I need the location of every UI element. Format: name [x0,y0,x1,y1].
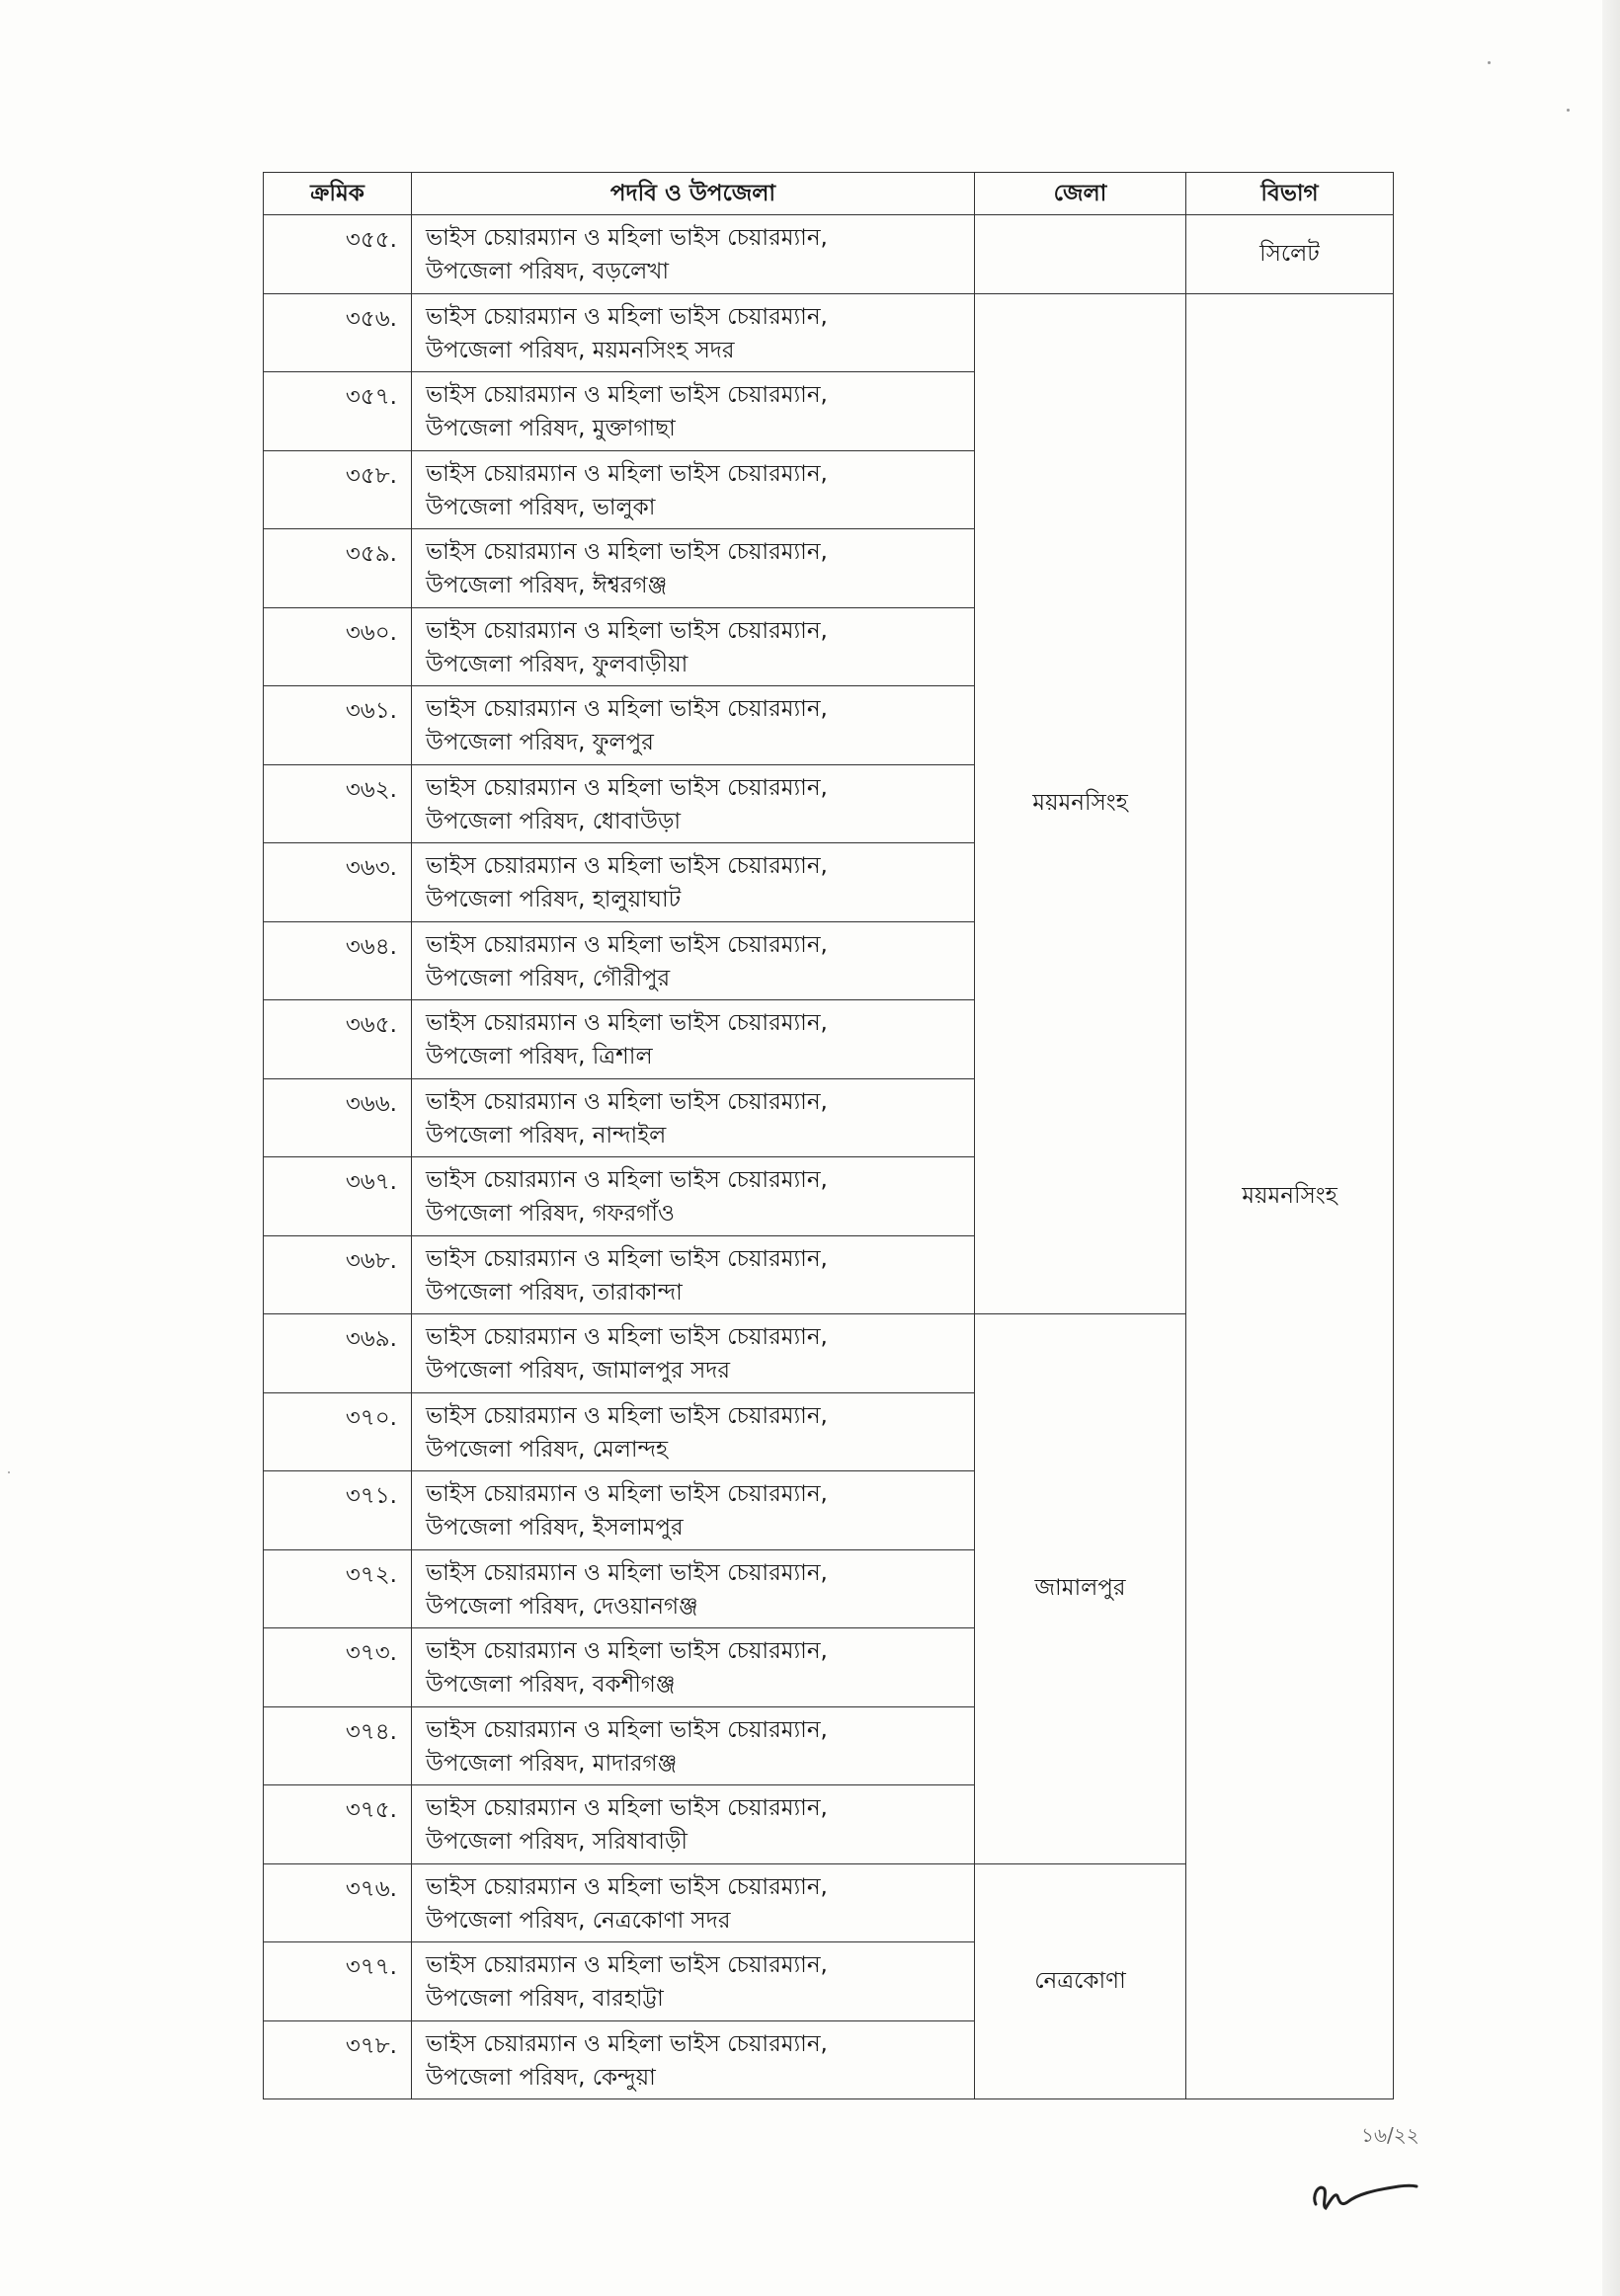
title-upazila-cell [412,1314,975,1393]
header-serial: ক্রমিক [264,173,412,215]
upazila-text: উপজেলা পরিষদ, কেন্দুয়া [426,2064,656,2091]
serial-cell: ৩৭৩. [264,1628,412,1707]
division-cell: সিলেট [1186,215,1394,294]
title-upazila-cell [412,607,975,686]
upazila-text: উপজেলা পরিষদ, ফুলপুর [426,730,654,755]
upazila-text: উপজেলা পরিষদ, বকশীগঞ্জ [426,1672,676,1698]
title-upazila-cell [412,1785,975,1864]
upazila-text: উপজেলা পরিষদ, ঈশ্বরগঞ্জ [426,573,668,598]
page-edge [1602,0,1620,2296]
upazila-text: উপজেলা পরিষদ, ভালুকা [426,494,656,520]
serial-cell: ৩৫৭. [264,372,412,451]
officials-table [263,172,1394,2099]
upazila-text: উপজেলা পরিষদ, ধোবাউড়া [426,808,682,834]
designation-text: ভাইস চেয়ারম্যান ও মহিলা ভাইস চেয়ারম্যান, [426,1952,828,1978]
designation-text: ভাইস চেয়ারম্যান ও মহিলা ভাইস চেয়ারম্যান, [426,1245,828,1272]
title-upazila-cell [412,215,975,294]
title-upazila-cell [412,372,975,451]
designation-text: ভাইস চেয়ারম্যান ও মহিলা ভাইস চেয়ারম্যান, [426,1324,828,1350]
serial-cell: ৩৫৫. [264,215,412,294]
serial-cell: ৩৭০. [264,1392,412,1471]
title-upazila-cell [412,1078,975,1157]
scan-speck [1488,61,1491,64]
district-cell: নেত্রকোণা [975,1863,1186,2099]
upazila-text: উপজেলা পরিষদ, বড়লেখা [426,259,670,284]
district-cell: ময়মনসিংহ [975,293,1186,1314]
serial-cell: ৩৬১. [264,686,412,765]
title-upazila-cell [412,1863,975,1942]
serial-cell: ৩৬৯. [264,1314,412,1393]
table-row [264,293,1394,372]
header-title-upazila: পদবি ও উপজেলা [412,173,975,215]
upazila-text: উপজেলা পরিষদ, বারহাট্টা [426,1986,664,2012]
header-district: জেলা [975,173,1186,215]
designation-text: ভাইস চেয়ারম্যান ও মহিলা ভাইস চেয়ারম্যান, [426,382,828,408]
serial-cell: ৩৭৬. [264,1863,412,1942]
division-cell: ময়মনসিংহ [1186,293,1394,2099]
upazila-text: উপজেলা পরিষদ, নেত্রকোণা সদর [426,1907,731,1934]
upazila-text: উপজেলা পরিষদ, সরিষাবাড়ী [426,1829,688,1855]
title-upazila-cell [412,529,975,608]
title-upazila-cell [412,1628,975,1707]
serial-cell: ৩৭৭. [264,1942,412,2021]
upazila-text: উপজেলা পরিষদ, নান্দাইল [426,1122,667,1148]
designation-text: ভাইস চেয়ারম্যান ও মহিলা ভাইস চেয়ারম্যান, [426,1795,828,1821]
serial-cell: ৩৭৫. [264,1785,412,1864]
serial-cell: ৩৭২. [264,1549,412,1628]
serial-cell: ৩৫৬. [264,293,412,372]
title-upazila-cell [412,2020,975,2099]
designation-text: ভাইস চেয়ারম্যান ও মহিলা ভাইস চেয়ারম্যান, [426,617,828,644]
designation-text: ভাইস চেয়ারম্যান ও মহিলা ভাইস চেয়ারম্যান, [426,931,828,958]
upazila-text: উপজেলা পরিষদ, মাদারগঞ্জ [426,1750,678,1777]
upazila-text: উপজেলা পরিষদ, জামালপুর সদর [426,1358,731,1384]
designation-text: ভাইস চেয়ারম্যান ও মহিলা ভাইস চেয়ারম্যান, [426,853,828,879]
designation-text: ভাইস চেয়ারম্যান ও মহিলা ভাইস চেয়ারম্যান, [426,2030,828,2057]
title-upazila-cell [412,921,975,1000]
serial-cell: ৩৫৯. [264,529,412,608]
designation-text: ভাইস চেয়ারম্যান ও মহিলা ভাইস চেয়ারম্যান, [426,460,828,487]
upazila-text: উপজেলা পরিষদ, ইসলামপুর [426,1515,684,1541]
serial-cell: ৩৬৮. [264,1235,412,1314]
designation-text: ভাইস চেয়ারম্যান ও মহিলা ভাইস চেয়ারম্যান, [426,1481,828,1507]
serial-cell: ৩৬০. [264,607,412,686]
title-upazila-cell [412,1471,975,1550]
title-upazila-cell [412,843,975,922]
serial-cell: ৩৬৫. [264,1000,412,1079]
upazila-text: উপজেলা পরিষদ, মুক্তাগাছা [426,416,676,441]
serial-cell: ৩৭১. [264,1471,412,1550]
title-upazila-cell [412,1235,975,1314]
title-upazila-cell [412,450,975,529]
upazila-text: উপজেলা পরিষদ, দেওয়ানগঞ্জ [426,1593,698,1620]
table-row [264,215,1394,294]
table-body [264,215,1394,2099]
upazila-text: উপজেলা পরিষদ, মেলান্দহ [426,1436,669,1463]
designation-text: ভাইস চেয়ারম্যান ও মহিলা ভাইস চেয়ারম্যান, [426,1873,828,1900]
title-upazila-cell [412,1942,975,2021]
serial-cell: ৩৬৭. [264,1157,412,1236]
title-upazila-cell [412,293,975,372]
title-upazila-cell [412,764,975,843]
designation-text: ভাইস চেয়ারম্যান ও মহিলা ভাইস চেয়ারম্যান, [426,1088,828,1115]
serial-cell: ৩৬২. [264,764,412,843]
page-number: ১৬/২২ [1361,2123,1419,2147]
district-cell: জামালপুর [975,1314,1186,1864]
designation-text: ভাইস চেয়ারম্যান ও মহিলা ভাইস চেয়ারম্যান, [426,303,828,330]
upazila-text: উপজেলা পরিষদ, ত্রিশাল [426,1044,653,1069]
designation-text: ভাইস চেয়ারম্যান ও মহিলা ভাইস চেয়ারম্যান, [426,774,828,801]
title-upazila-cell [412,1392,975,1471]
scan-speck [1567,109,1570,112]
upazila-text: উপজেলা পরিষদ, গৌরীপুর [426,965,671,991]
serial-cell: ৩৭৪. [264,1706,412,1785]
designation-text: ভাইস চেয়ারম্যান ও মহিলা ভাইস চেয়ারম্যান, [426,1638,828,1664]
upazila-text: উপজেলা পরিষদ, ফুলবাড়ীয়া [426,651,688,677]
serial-cell: ৩৬৪. [264,921,412,1000]
designation-text: ভাইস চেয়ারম্যান ও মহিলা ভাইস চেয়ারম্যান, [426,696,828,722]
title-upazila-cell [412,1706,975,1785]
upazila-text: উপজেলা পরিষদ, তারাকান্দা [426,1279,683,1306]
table-header-row [264,173,1394,215]
upazila-text: উপজেলা পরিষদ, হালুয়াঘাট [426,887,682,912]
serial-cell: ৩৬৬. [264,1078,412,1157]
title-upazila-cell [412,686,975,765]
serial-cell: ৩৬৩. [264,843,412,922]
designation-text: ভাইস চেয়ারম্যান ও মহিলা ভাইস চেয়ারম্যান, [426,539,828,565]
district-cell [975,215,1186,294]
signature-mark [1304,2167,1422,2216]
upazila-text: উপজেলা পরিষদ, গফরগাঁও [426,1201,675,1227]
serial-cell: ৩৫৮. [264,450,412,529]
designation-text: ভাইস চেয়ারম্যান ও মহিলা ভাইস চেয়ারম্যান, [426,225,828,251]
designation-text: ভাইস চেয়ারম্যান ও মহিলা ভাইস চেয়ারম্যান, [426,1167,828,1193]
serial-cell: ৩৭৮. [264,2020,412,2099]
scan-speck [8,1471,10,1473]
header-division: বিভাগ [1186,173,1394,215]
title-upazila-cell [412,1549,975,1628]
designation-text: ভাইস চেয়ারম্যান ও মহিলা ভাইস চেয়ারম্যান, [426,1559,828,1586]
designation-text: ভাইস চেয়ারম্যান ও মহিলা ভাইস চেয়ারম্যান, [426,1402,828,1429]
designation-text: ভাইস চেয়ারম্যান ও মহিলা ভাইস চেয়ারম্যান, [426,1010,828,1036]
designation-text: ভাইস চেয়ারম্যান ও মহিলা ভাইস চেয়ারম্যান, [426,1716,828,1743]
upazila-text: উপজেলা পরিষদ, ময়মনসিংহ সদর [426,337,735,363]
title-upazila-cell [412,1157,975,1236]
title-upazila-cell [412,1000,975,1079]
